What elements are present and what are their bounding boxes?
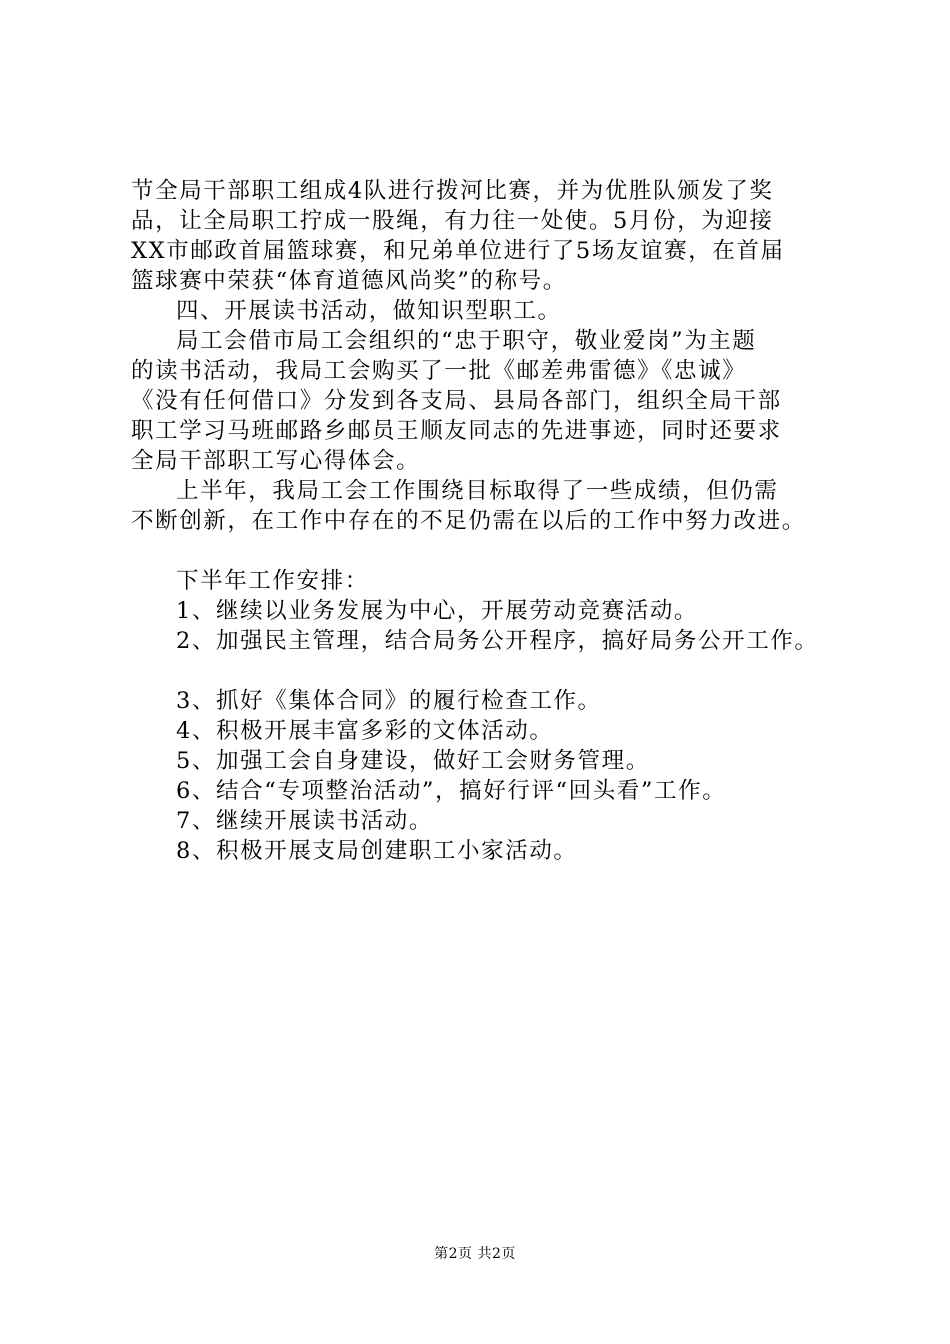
paragraph-line: 品，让全局职工拧成一股绳，有力往一处使。5月份，为迎接 <box>131 208 774 234</box>
plan-item: 3、抓好《集体合同》的履行检查工作。 <box>176 688 602 714</box>
blank-line <box>131 536 851 566</box>
section-heading: 四、开展读书活动，做知识型职工。 <box>176 298 562 324</box>
paragraph-line: 职工学习马班邮路乡邮员王顺友同志的先进事迹，同时还要求 <box>131 418 782 444</box>
plan-item: 8、积极开展支局创建职工小家活动。 <box>176 838 578 864</box>
plan-item: 4、积极开展丰富多彩的文体活动。 <box>176 718 554 744</box>
paragraph-line: 上半年，我局工会工作围绕目标取得了一些成绩，但仍需 <box>176 478 779 504</box>
paragraph-line: 全局干部职工写心得体会。 <box>131 448 421 474</box>
paragraph-line: 不断创新，在工作中存在的不足仍需在以后的工作中努力改进。 <box>131 508 806 534</box>
plan-item: 2、加强民主管理，结合局务公开程序，搞好局务公开工作。 <box>176 628 819 654</box>
plan-item: 6、结合“专项整治活动”，搞好行评“回头看”工作。 <box>176 778 727 804</box>
plan-item: 1、继续以业务发展为中心，开展劳动竞赛活动。 <box>176 598 699 624</box>
plan-item: 5、加强工会自身建设，做好工会财务管理。 <box>176 748 650 774</box>
document-body <box>131 176 851 866</box>
plan-title: 下半年工作安排： <box>176 568 369 594</box>
plan-item: 7、继续开展读书活动。 <box>176 808 433 834</box>
paragraph-line: 节全局干部职工组成4队进行拨河比赛，并为优胜队颁发了奖 <box>131 178 774 204</box>
paragraph-line: 篮球赛中荣获“体育道德风尚奖”的称号。 <box>131 268 567 294</box>
paragraph-line: 《没有任何借口》分发到各支局、县局各部门，组织全局干部 <box>131 388 782 414</box>
paragraph-line: XX市邮政首届篮球赛，和兄弟单位进行了5场友谊赛，在首届 <box>131 238 785 264</box>
paragraph-line: 局工会借市局工会组织的“忠于职守，敬业爱岗”为主题 <box>176 328 757 354</box>
paragraph-line: 的读书活动，我局工会购买了一批《邮差弗雷德》《忠诚》 <box>131 358 747 384</box>
page-number-footer: 第2页 共2页 <box>434 1246 516 1262</box>
blank-line <box>131 656 851 686</box>
